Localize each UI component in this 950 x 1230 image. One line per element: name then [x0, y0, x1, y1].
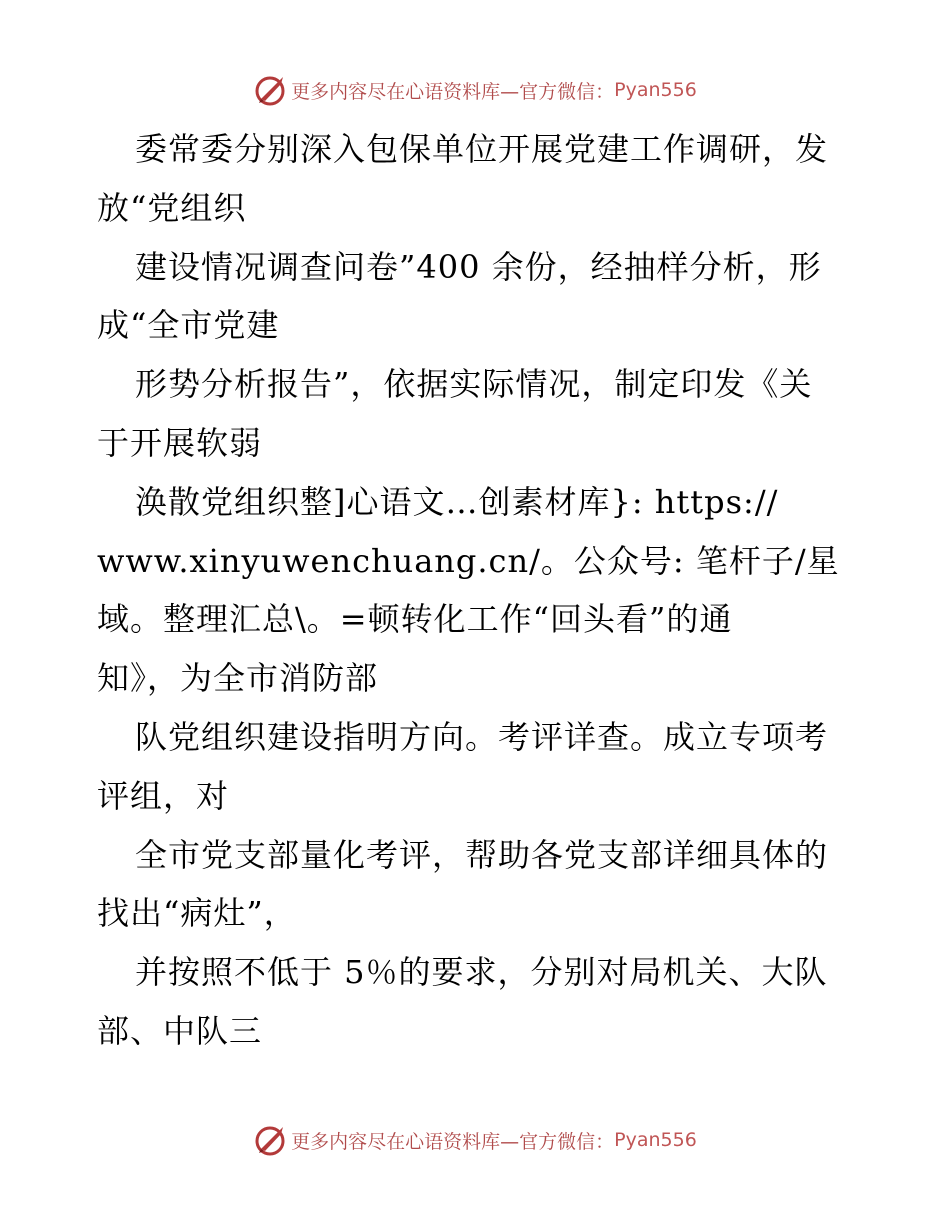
- text-line: 知》，为全市消防部: [97, 659, 379, 698]
- text-line: 域。整理汇总\。=顿转化工作“回头看”的通: [97, 600, 733, 639]
- footer-wechat-id: Pyan556: [614, 1129, 697, 1151]
- header-banner: [0, 70, 950, 110]
- text-line: www.xinyuwenchuang.cn/。公众号: 笔杆子/星: [97, 541, 840, 580]
- text-line: 建设情况调查问卷”400 余份，经抽样分析，形: [135, 247, 822, 286]
- header-text: 更多内容尽在心语资料库—官方微信：: [291, 80, 615, 103]
- text-line: 队党组织建设指明方向。考评详查。成立专项考: [135, 717, 829, 756]
- footer-text: 更多内容尽在心语资料库—官方微信：: [291, 1130, 615, 1153]
- text-line: 部、中队三: [97, 1011, 263, 1050]
- text-line: 委常委分别深入包保单位开展党建工作调研，发: [135, 130, 829, 168]
- document-body: [97, 120, 857, 1061]
- text-line: 形势分析报告”，依据实际情况，制定印发《关: [135, 365, 813, 404]
- text-line: 全市党支部量化考评，帮助各党支部详细具体的: [135, 835, 829, 874]
- pen-logo-icon: [253, 72, 289, 108]
- text-line: 涣散党组织整]心语文…创素材库}: https://: [135, 482, 779, 521]
- text-line: 评组，对: [97, 776, 230, 815]
- text-line: 并按照不低于 5％的要求，分别对局机关、大队: [135, 953, 828, 992]
- header-wechat-id: Pyan556: [614, 79, 697, 101]
- footer-banner: [0, 1120, 950, 1160]
- text-line: 找出“病灶”，: [97, 894, 297, 933]
- pen-logo-icon: [253, 1122, 289, 1158]
- text-line: 于开展软弱: [97, 423, 263, 462]
- text-line: 成“全市党建: [97, 306, 280, 345]
- text-line: 放“党组织: [97, 188, 247, 227]
